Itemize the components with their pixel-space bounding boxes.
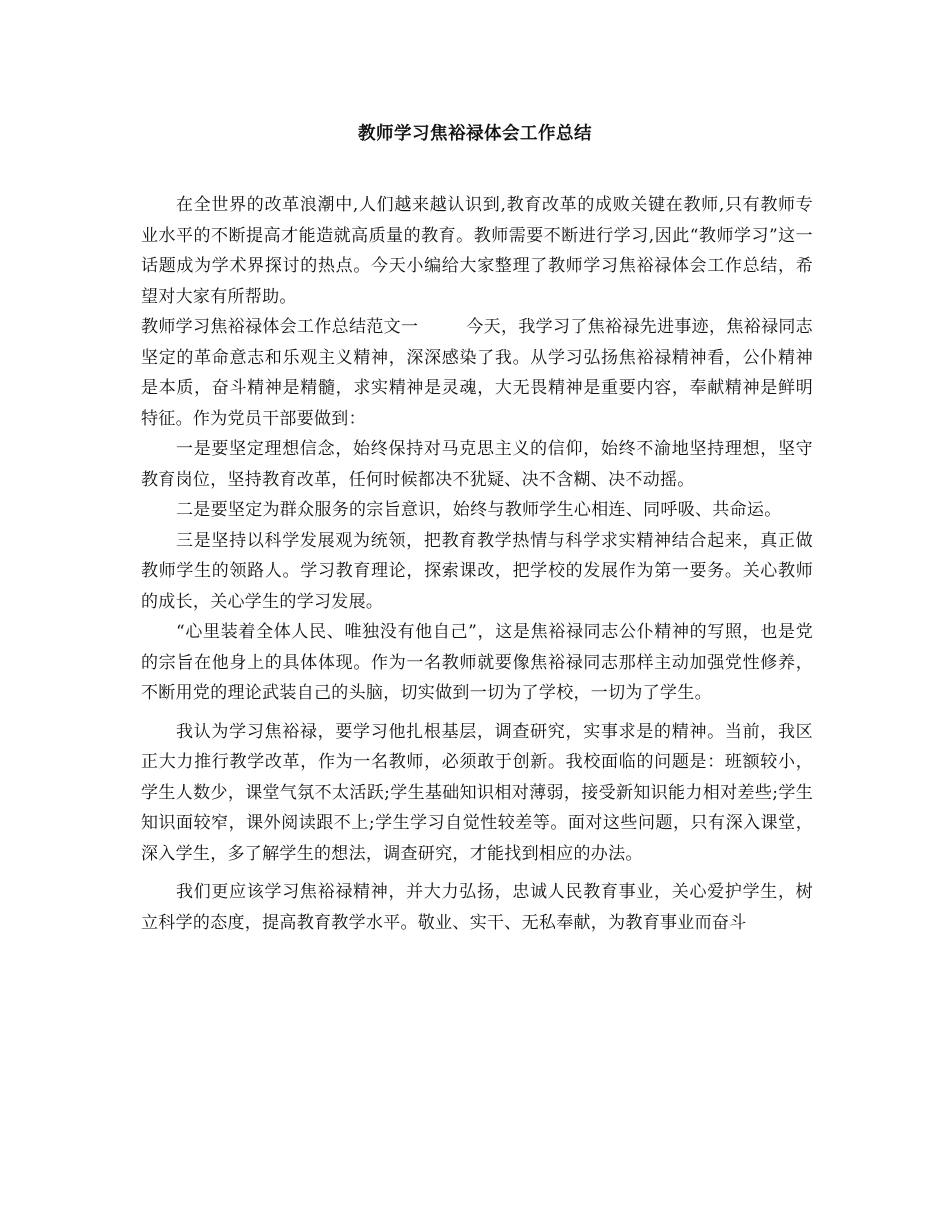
document-body [141, 190, 813, 938]
document-title: 教师学习焦裕禄体会工作总结 [358, 124, 592, 144]
point-paragraph-2: 二是要坚定为群众服务的宗旨意识，始终与教师学生心相连、同呼吸、共命运。 [176, 500, 782, 520]
intro-paragraph: 在全世界的改革浪潮中,人们越来越认识到,教育改革的成败关键在教师,只有教师专业水平的不断提高才能造就高质量的教育。教师需要不断进行学习,因此“教师学习”这一话题成为学术界探讨的热点。今天小编给大家整理了教师学习焦裕禄体会工作总结，希望对大家有所帮助。 [141, 195, 813, 307]
closing-paragraph: 我们更应该学习焦裕禄精神，并大力弘扬，忠诚人民教育事业，关心爱护学生，树立科学的态度，提高教育教学水平。敬业、实干、无私奉献，为教育事业而奋斗 [141, 882, 813, 933]
point-paragraph-3: 三是坚持以科学发展观为统领，把教育教学热情与科学求实精神结合起来，真正做教师学生的领路人。学习教育理论，探索课改，把学校的发展作为第一要务。关心教师的成长，关心学生的学习发展。 [141, 530, 813, 612]
point-paragraph-1: 一是要坚定理想信念，始终保持对马克思主义的信仰，始终不渝地坚持理想，坚守教育岗位，坚持教育改革，任何时候都决不犹疑、决不含糊、决不动摇。 [141, 439, 813, 490]
quote-paragraph: “心里装着全体人民、唯独没有他自己”，这是焦裕禄同志公仆精神的写照，也是党的宗旨在他身上的具体体现。作为一名教师就要像焦裕禄同志那样主动加强党性修养，不断用党的理论武装自己的头脑，切实做到一切为了学校，一切为了学生。 [141, 622, 813, 703]
section-first-text: 今天，我学习了焦裕禄先进事迹，焦裕禄同志坚定的革命意志和乐观主义精神，深深感染了我。从学习弘扬焦裕禄精神看，公仆精神是本质，奋斗精神是精髓，求实精神是灵魂，大无畏精神是重要内容，奉献精神是鲜明特征。作为党员干部要做到： [141, 317, 813, 429]
research-paragraph: 我认为学习焦裕禄，要学习他扎根基层，调查研究，实事求是的精神。当前，我区正大力推行教学改革，作为一名教师，必须敢于创新。我校面临的问题是：班额较小，学生人数少，课堂气氛不太活跃;学生基础知识相对薄弱，接受新知识能力相对差些;学生知识面较窄，课外阅读跟不上;学生学习自觉性较差等。面对这些问题，只有深入课堂，深入学生，多了解学生的想法，调查研究，才能找到相应的办法。 [141, 721, 813, 864]
section-paragraph [141, 312, 813, 434]
section-heading: 教师学习焦裕禄体会工作总结范文一 [141, 317, 419, 337]
